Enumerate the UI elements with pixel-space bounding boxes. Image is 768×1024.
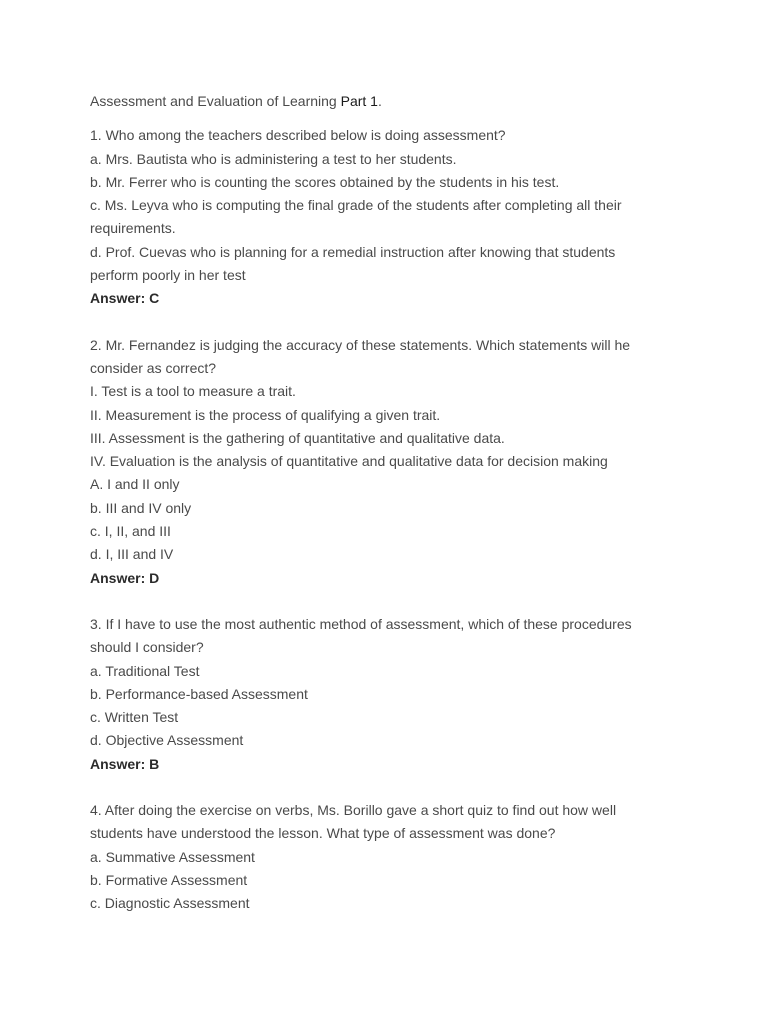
question-stem-line: 2. Mr. Fernandez is judging the accuracy of these statements. Which statements will he: [90, 336, 631, 353]
option-line: A. I and II only: [90, 476, 180, 493]
document-title: [90, 90, 670, 113]
option-line: a. Traditional Test: [90, 662, 200, 679]
option-line: d. Prof. Cuevas who is planning for a remedial instruction after knowing that students: [90, 243, 616, 260]
option-line: b. Performance-based Assessment: [90, 685, 308, 702]
option-line: perform poorly in her test: [90, 267, 246, 284]
answer-label: Answer: C: [90, 290, 160, 307]
option-line: d. I, III and IV: [90, 546, 174, 563]
question-stem-line: should I consider?: [90, 639, 204, 656]
option-line: requirements.: [90, 220, 176, 237]
question-stem-line: consider as correct?: [90, 359, 217, 376]
option-line: d. Objective Assessment: [90, 732, 244, 749]
option-line: b. Mr. Ferrer who is counting the scores obtained by the students in his test.: [90, 173, 560, 190]
title-part: Part 1: [340, 93, 378, 109]
question-stem-line: 4. After doing the exercise on verbs, Ms. Borillo gave a short quiz to find out how well: [90, 802, 617, 819]
question-2: [90, 334, 670, 590]
answer-label: Answer: B: [90, 755, 160, 772]
question-4: [90, 799, 670, 915]
statement-line: IV. Evaluation is the analysis of quantitative and qualitative data for decision making: [90, 453, 608, 470]
option-line: a. Summative Assessment: [90, 848, 255, 865]
statement-line: I. Test is a tool to measure a trait.: [90, 383, 296, 400]
option-line: c. Diagnostic Assessment: [90, 895, 250, 912]
option-line: b. III and IV only: [90, 499, 192, 516]
question-1: [90, 124, 670, 310]
statement-line: III. Assessment is the gathering of quantitative and qualitative data.: [90, 429, 505, 446]
answer-label: Answer: D: [90, 569, 160, 586]
option-line: b. Formative Assessment: [90, 871, 248, 888]
option-line: c. I, II, and III: [90, 523, 171, 540]
question-stem-line: 1. Who among the teachers described below is doing assessment?: [90, 127, 506, 144]
title-end: .: [377, 93, 382, 109]
option-line: c. Ms. Leyva who is computing the final grade of the students after completing all their: [90, 197, 622, 214]
document-page: [90, 90, 670, 939]
statement-line: II. Measurement is the process of qualifying a given trait.: [90, 406, 441, 423]
question-stem-line: students have understood the lesson. What type of assessment was done?: [90, 825, 556, 842]
option-line: c. Written Test: [90, 709, 179, 726]
question-stem-line: 3. If I have to use the most authentic method of assessment, which of these procedures: [90, 615, 632, 632]
title-text: Assessment and Evaluation of Learning: [90, 93, 341, 109]
option-line: a. Mrs. Bautista who is administering a test to her students.: [90, 150, 457, 167]
question-3: [90, 613, 670, 776]
